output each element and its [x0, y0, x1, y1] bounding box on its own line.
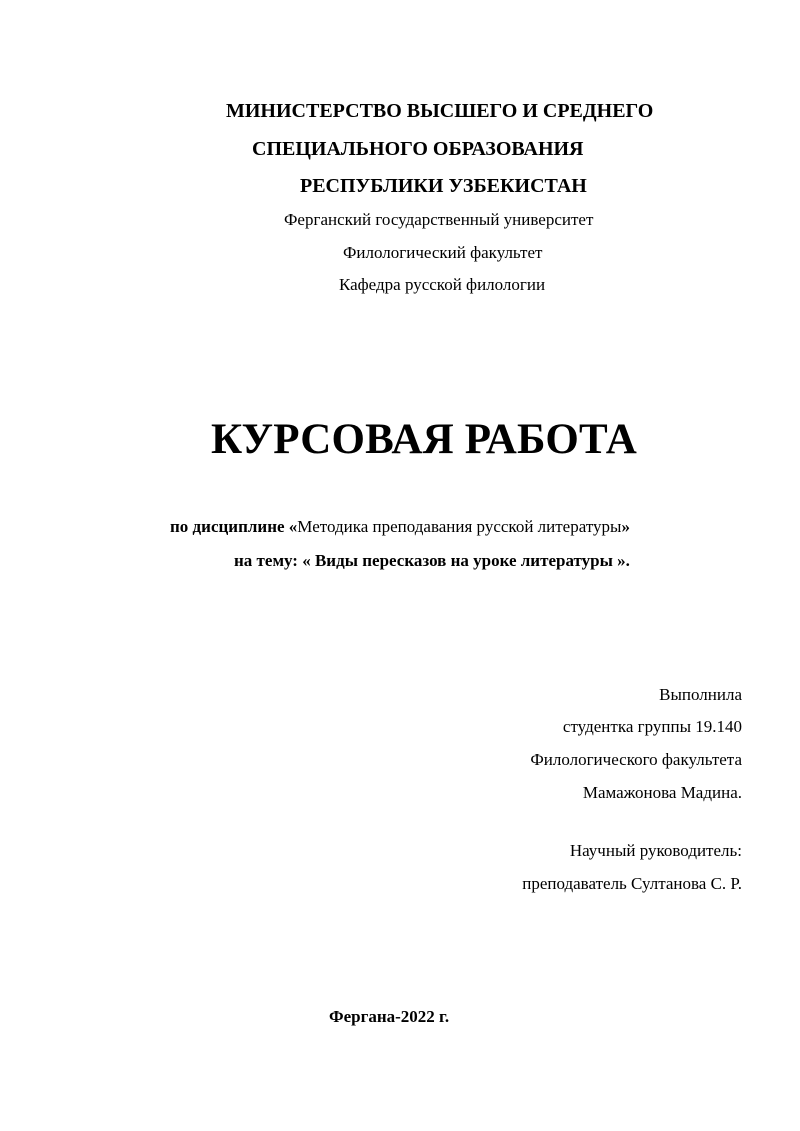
discipline-close: » [621, 517, 630, 536]
university-name: Ферганский государственный университет [284, 210, 594, 229]
ministry-line-1: МИНИСТЕРСТВО ВЫСШЕГО И СРЕДНЕГО [226, 100, 654, 122]
author-line-4: Мамажонова Мадина. [582, 783, 742, 802]
department-name: Кафедра русской филологии [339, 275, 546, 294]
supervisor-line-1: Научный руководитель: [569, 841, 742, 860]
supervisor-line-2: преподаватель Султанова С. Р. [522, 874, 742, 893]
document-title: КУРСОВАЯ РАБОТА [211, 416, 637, 463]
discipline-value: Методика преподавания русской литературы [297, 517, 622, 536]
ministry-line-3: РЕСПУБЛИКИ УЗБЕКИСТАН [300, 175, 587, 197]
faculty-name: Филологический факультет [343, 243, 543, 262]
discipline-label: по дисциплине « [170, 517, 298, 536]
topic-label: на тему: [234, 551, 303, 570]
author-line-2: студентка группы 19.140 [562, 717, 742, 736]
ministry-line-2: СПЕЦИАЛЬНОГО ОБРАЗОВАНИЯ [252, 138, 584, 160]
topic-value: « Виды пересказов на уроке литературы ». [302, 551, 630, 570]
place-year: Фергана-2022 г. [329, 1007, 450, 1026]
author-line-1: Выполнила [659, 685, 742, 704]
author-line-3: Филологического факультета [530, 750, 742, 769]
topic-line [234, 552, 630, 569]
discipline-line [170, 518, 630, 535]
